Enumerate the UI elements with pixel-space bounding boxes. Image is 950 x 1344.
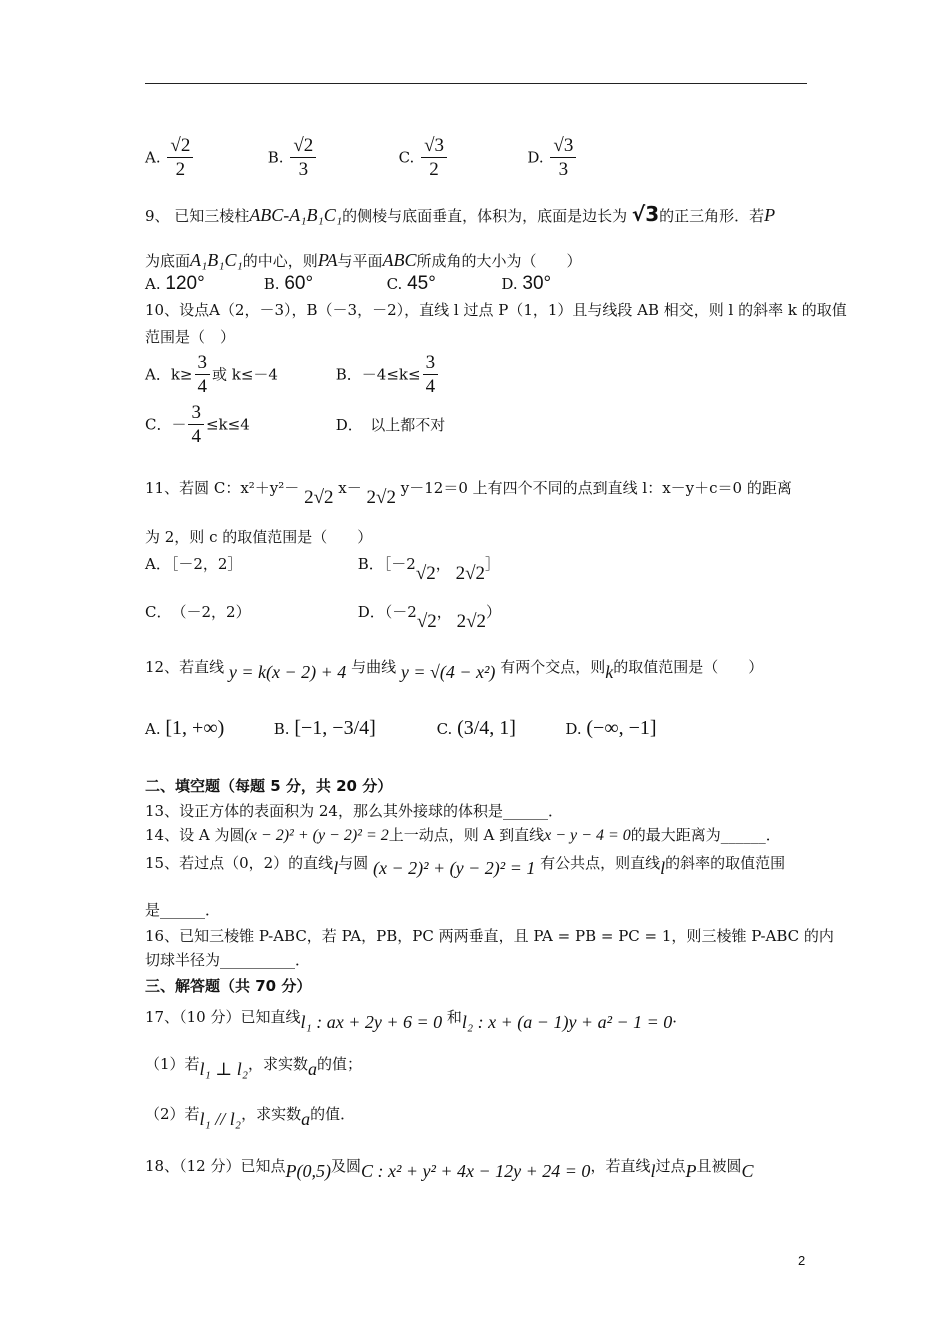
q12-line-equation: y = k(x − 2) + 4 — [228, 662, 347, 682]
q12-option-c-value: (3/4, 1] — [457, 717, 516, 739]
q12-option-a-value: [1, +∞) — [165, 717, 225, 739]
q8-option-d-label: D. — [527, 148, 544, 167]
q9-option-d-value: 30° — [522, 273, 552, 294]
q12-option-b-value: [−1, −3/4] — [294, 717, 376, 739]
q9-options: A. 120° B. 60° C. 45° D. 30° — [145, 273, 552, 294]
q9-line1: 9、 已知三棱柱ABC-A₁B₁C₁的侧棱与底面垂直，体积为，底面是边长为 √3的正三角形．若P — [145, 202, 776, 226]
q10-line2: 范围是（ ） — [145, 328, 236, 346]
section-3-heading: 三、解答题（共 70 分） — [145, 977, 312, 995]
q12-option-d-value: (−∞, −1] — [586, 717, 657, 739]
q12-options: A. [1, +∞) B. [−1, −3/4] C. (3/4, 1] D. (−∞, −1] — [145, 717, 657, 739]
q10-options-cd: C．－ $\frac{3}{4}$ ≤k≤4 D． 以上都不对 — [145, 402, 446, 447]
section-2-heading: 二、填空题（每题 5 分，共 20 分） — [145, 777, 393, 795]
q8-option-c-fraction: $\frac{√3}{2}$ — [421, 135, 447, 182]
q16-line1: 16、已知三棱锥 P-ABC，若 PA，PB，PC 两两垂直，且 PA = PB = PC = 1，则三棱锥 P-ABC 的内 — [145, 927, 834, 945]
q11-coef2: 2√2 — [366, 487, 396, 508]
q18-stem: 18、（12 分）已知点P(0,5)及圆C : x² + y² + 4x − 12y + 24 = 0，若直线l过点P且被圆C — [145, 1157, 754, 1181]
q9-option-a-value: 120° — [165, 273, 205, 294]
q9-line2: 为底面A₁B₁C₁的中心，则PA与平面ABC所成角的大小为（ ） — [145, 250, 582, 270]
q11-line2: 为 2，则 c 的取值范围是（ ） — [145, 528, 373, 546]
q11-options-cd: C． （－2，2） D．（－2√2， 2√2） — [145, 603, 502, 632]
q8-option-b-fraction: $\frac{√2}{3}$ — [290, 135, 316, 182]
q11-coef1: 2√2 — [304, 487, 334, 508]
q11-options-ab: A．［－2，2］ B．［－2√2， 2√2］ — [145, 555, 501, 584]
q8-option-b-label: B. — [267, 148, 284, 167]
page-number: 2 — [798, 1253, 806, 1268]
q9-option-b-value: 60° — [284, 273, 314, 294]
q12-curve-equation: y = √(4 − x²) — [400, 662, 496, 682]
q13: 13、设正方体的表面积为 24，那么其外接球的体积是______． — [145, 802, 563, 820]
q11-line1: 11、若圆 C：x²＋y²－ 2√2 x－ 2√2 y－12＝0 上有四个不同的点到直线 l：x－y＋c＝0 的距离 — [145, 479, 792, 508]
q8-option-d-fraction: $\frac{√3}{3}$ — [550, 135, 576, 182]
q15-line1: 15、若过点（0，2）的直线l与圆 (x − 2)² + (y − 2)² = 1 有公共点，则直线l的斜率的取值范围 — [145, 854, 786, 878]
q16-line2: 切球半径为__________． — [145, 951, 311, 969]
q10-options-ab: A．k≥ $\frac{3}{4}$ 或 k≤－4 B．－4≤k≤ $\frac{3}{4}$ — [145, 352, 440, 399]
q15-line2: 是______． — [145, 901, 221, 919]
q8-option-a-fraction: $\frac{√2}{2}$ — [167, 135, 193, 182]
q12-stem: 12、若直线 y = k(x − 2) + 4 与曲线 y = √(4 − x²) 有两个交点，则k的取值范围是（ ） — [145, 658, 764, 682]
q8-option-c-label: C. — [398, 148, 415, 167]
q9-option-c-value: 45° — [407, 273, 436, 294]
q10-line1: 10、设点A（2，－3），B（－3，－2），直线 l 过点 P（1，1）且与线段 AB 相交，则 l 的斜率 k 的取值 — [145, 301, 847, 319]
q17-stem: 17、（10 分）已知直线l₁ : ax + 2y + 6 = 0 和l₂ : x + (a − 1)y + a² − 1 = 0． — [145, 1008, 688, 1032]
q17-part1: （1）若l₁ ⊥ l₂，求实数a的值； — [145, 1055, 363, 1079]
q9-prism: ABC-A₁B₁C₁ — [249, 205, 343, 225]
header-rule — [145, 83, 807, 84]
q9-side-length: √3 — [631, 202, 660, 226]
q17-part2: （2）若l₁ // l₂，求实数a的值． — [145, 1105, 356, 1129]
q14: 14、设 A 为圆(x − 2)² + (y − 2)² = 2上一动点，则 A 到直线x − y − 4 = 0的最大距离为______． — [145, 826, 781, 844]
q8-options — [145, 135, 578, 182]
q8-option-a-label: A. — [145, 148, 161, 167]
